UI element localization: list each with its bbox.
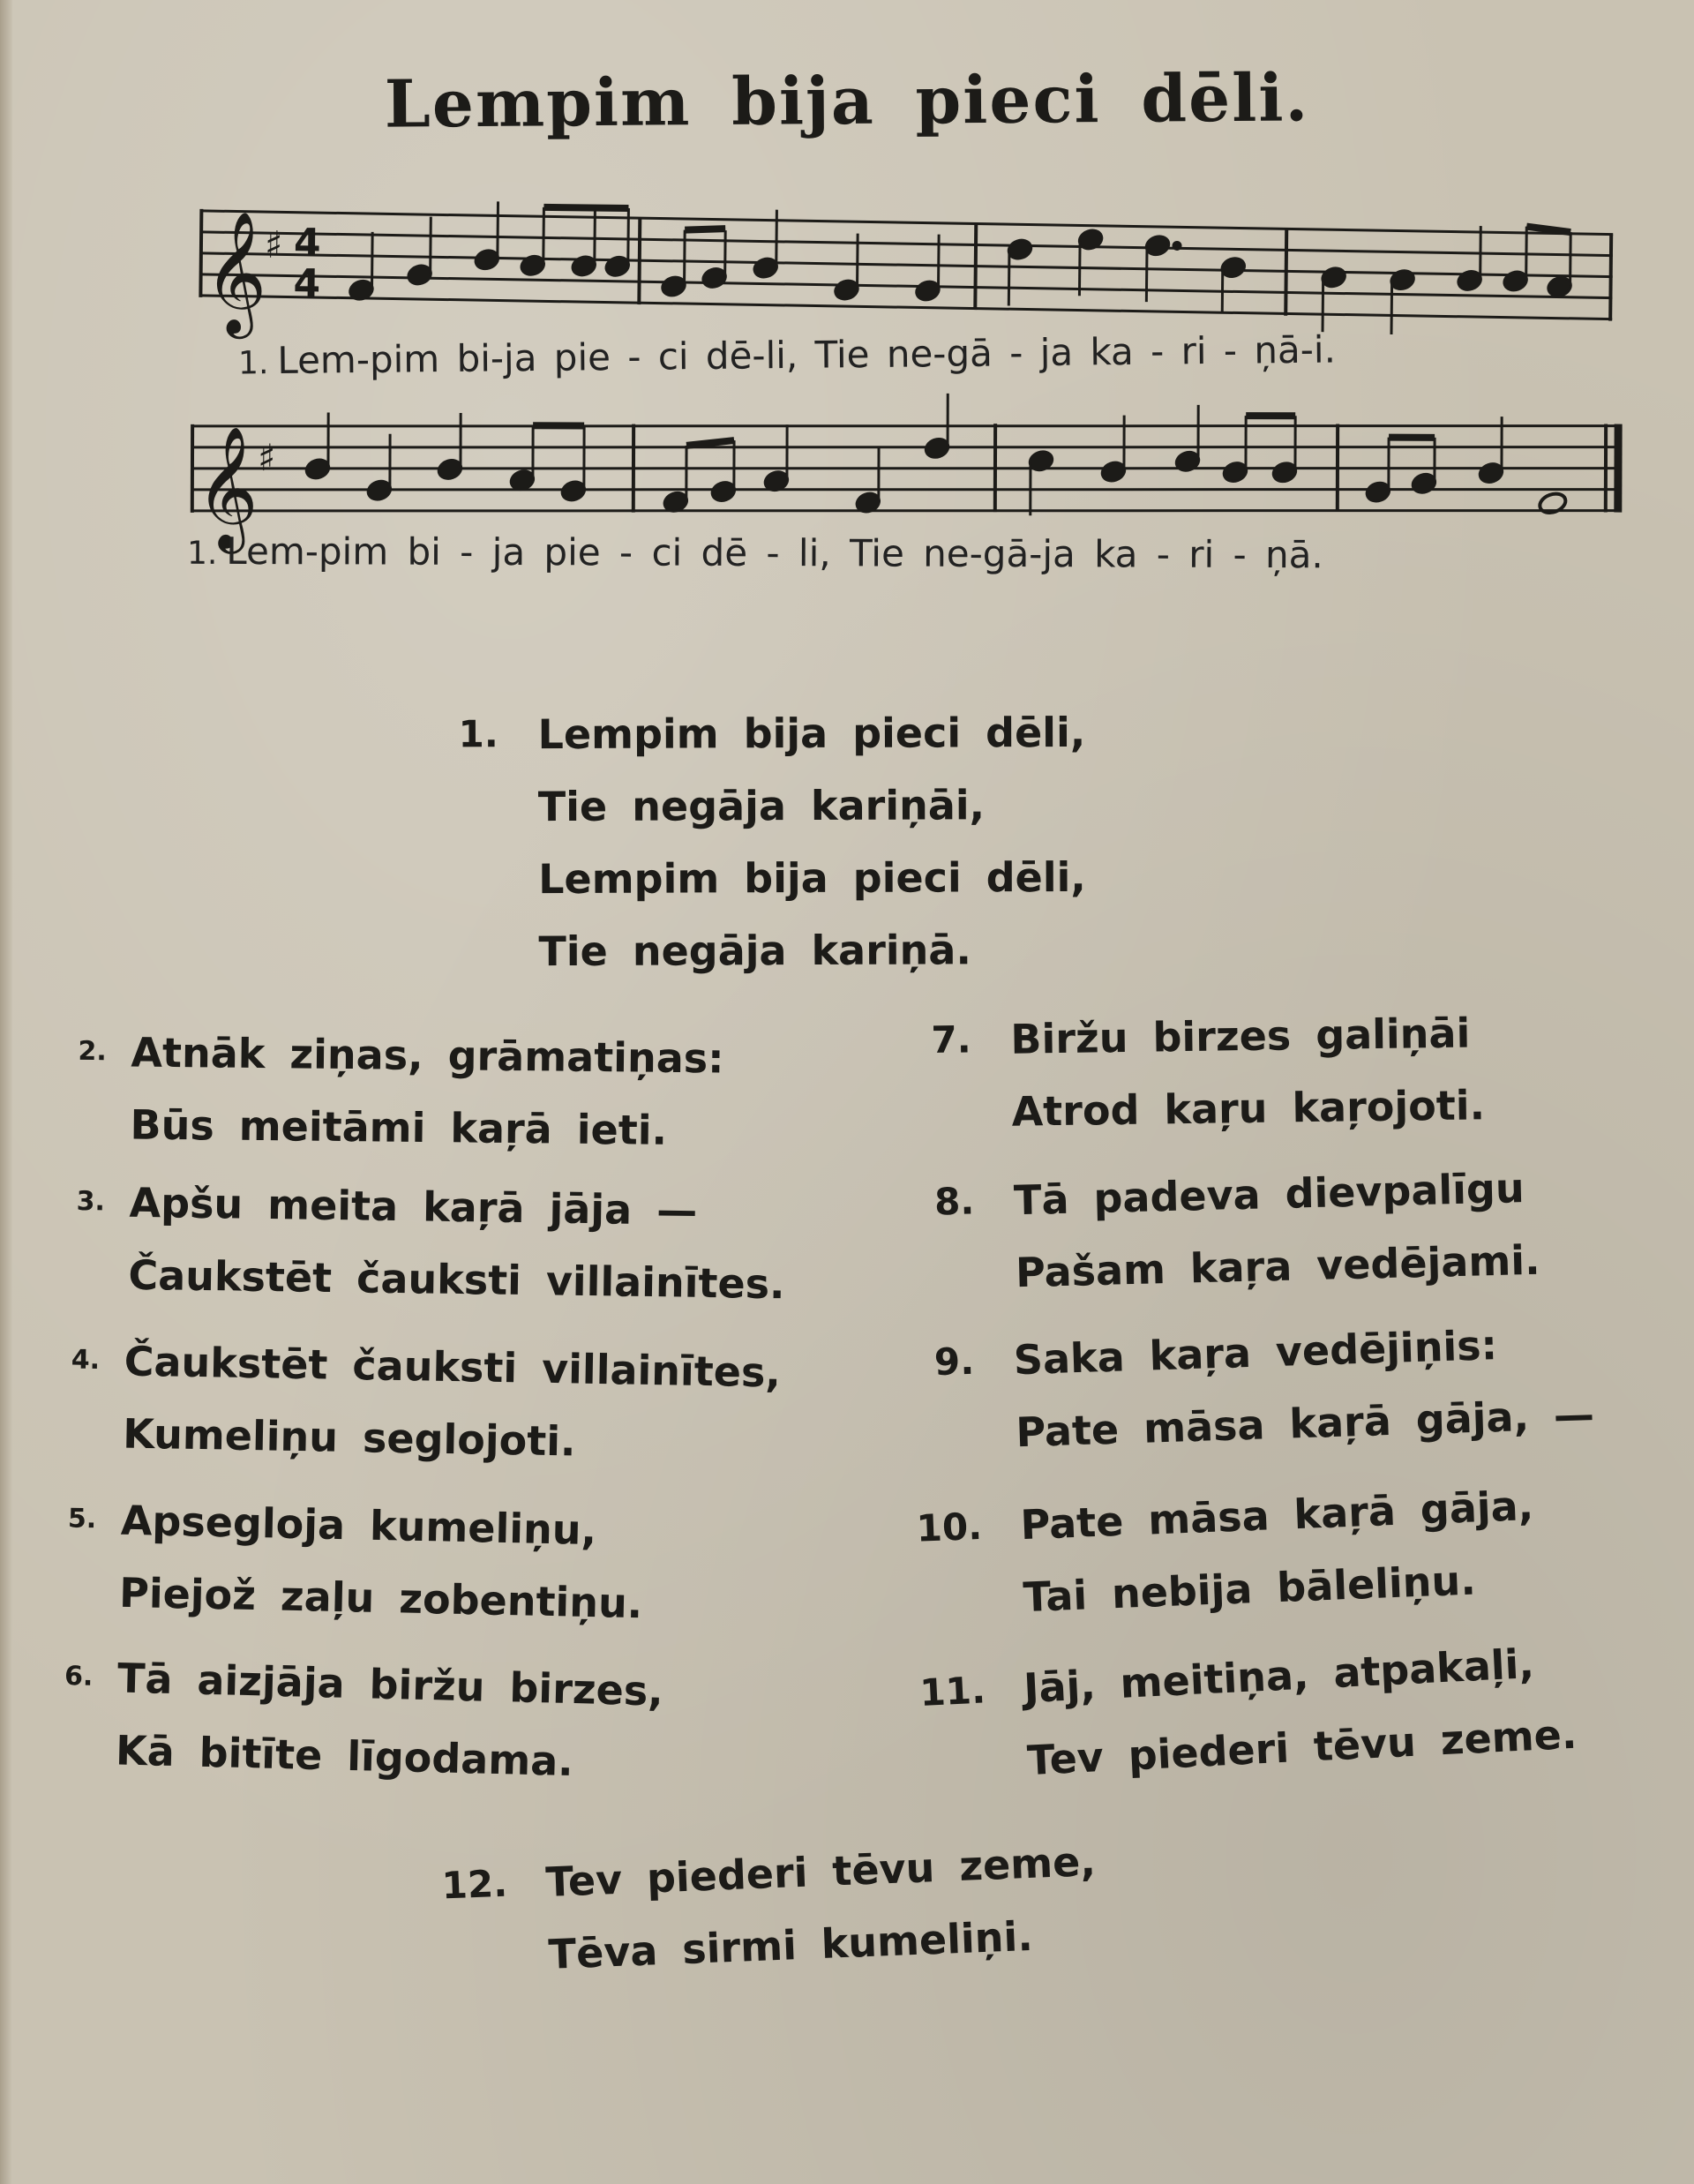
lyrics-verse-number: 1.: [237, 345, 269, 382]
stanza-line: Tā aizjāja biržu birzes,: [116, 1654, 664, 1715]
stanza-number: 5.: [67, 1503, 97, 1535]
stanza-line: Tā padeva dievpalīgu: [1013, 1164, 1525, 1225]
time-signature-bottom: 4: [293, 260, 321, 307]
stanza-9: [933, 1306, 1596, 1469]
stanza-line: Tēva sirmi kumeliņi.: [547, 1911, 1034, 1978]
lyrics-text: Lem-pim bi-ja pie - ci dē-li, Tie ne-gā - ja ka - ri - ņā-i.: [277, 327, 1337, 383]
stanza-line: Biržu birzes galiņāi: [1010, 1009, 1471, 1063]
lyrics-line-2: [187, 529, 1323, 576]
stanza-line: Saka kaŗa vedējiņis:: [1013, 1321, 1498, 1385]
sharp-icon: ♯: [264, 222, 283, 266]
stanza-8: [933, 1152, 1541, 1309]
lyrics-verse-number: 1.: [186, 535, 218, 572]
sheet-music: [0, 0, 1694, 618]
stanza-number: 7.: [931, 1017, 971, 1062]
stanza-line: Atrod kaŗu kaŗojoti.: [1011, 1081, 1486, 1136]
stanza-line: Tev piederi tēvu zeme,: [544, 1837, 1097, 1906]
notes-measure-5-8: [304, 391, 1569, 517]
lyrics-text: Lem-pim bi - ja pie - ci dē - li, Tie ne-gā-ja ka - ri - ņā.: [226, 529, 1323, 577]
stanza-6: [64, 1641, 664, 1799]
stanza-line: Tie negāja kariņāi,: [537, 781, 986, 831]
stanza-line: Čaukstēt čauksti villainītes.: [128, 1250, 785, 1309]
song-title: Lempim bija pieci dēli.: [384, 60, 1310, 143]
treble-clef-icon: 𝄞: [195, 425, 259, 550]
stanza-line: Čaukstēt čauksti villainītes,: [124, 1337, 782, 1397]
stanza-line: Pate māsa kaŗā gāja, —: [1015, 1390, 1595, 1457]
stanza-number: 11.: [918, 1668, 986, 1715]
stanza-number: 9.: [933, 1339, 975, 1385]
stanza-line: Tev piederi tēvu zeme.: [1026, 1709, 1578, 1785]
stanza-1: [458, 696, 1086, 987]
stanza-line: Lempim bija pieci dēli,: [538, 852, 1086, 904]
sharp-icon: ♯: [257, 436, 276, 480]
stanza-line: Apšu meita kaŗā jāja —: [129, 1178, 698, 1235]
stanza-line: Tie negāja kariņā.: [538, 926, 971, 976]
stanza-line: Atnāk ziņas, grāmatiņas:: [131, 1028, 724, 1083]
stanza-line: Kumeliņu seglojoti.: [122, 1409, 576, 1466]
stanza-line: Būs meitāmi kaŗā ieti.: [130, 1100, 668, 1154]
stanza-line: Lempim bija pieci dēli,: [537, 708, 1086, 759]
stanza-line: Pate māsa kaŗā gāja,: [1019, 1481, 1535, 1550]
stanza-number: 2.: [78, 1035, 107, 1068]
treble-clef-icon: 𝄞: [203, 210, 268, 334]
stanza-2: [78, 1016, 724, 1167]
stanza-line: Pašam kaŗa vedējami.: [1015, 1235, 1541, 1297]
stanza-line: Kā bitīte līgodama.: [115, 1726, 574, 1786]
stanza-4: [71, 1325, 782, 1482]
stanza-line: Piejož zaļu zobentiņu.: [118, 1568, 643, 1628]
stanza-7: [931, 996, 1486, 1147]
stanza-number: 4.: [71, 1344, 101, 1377]
stanza-3: [76, 1167, 786, 1320]
stanza-number: 12.: [440, 1861, 509, 1908]
music-notation: [0, 0, 1694, 618]
stanza-5: [67, 1484, 644, 1640]
stanza-number: 8.: [933, 1179, 975, 1224]
stanza-line: Tai nebija bāleliņu.: [1022, 1556, 1477, 1622]
stanza-11: [918, 1625, 1578, 1797]
stanza-12: [440, 1825, 1099, 1991]
stanza-10: [915, 1469, 1538, 1633]
stanza-number: 10.: [915, 1504, 984, 1550]
stanza-line: Jāj, meitiņa, atpakaļi,: [1023, 1640, 1535, 1713]
staff-system-1: [200, 199, 1614, 354]
stanza-number: 3.: [76, 1185, 106, 1218]
stanza-number: 6.: [64, 1660, 94, 1692]
stanza-number: 1.: [458, 712, 498, 756]
stanza-line: Apsegloja kumeliņu,: [120, 1496, 597, 1555]
time-signature-top: 4: [293, 220, 321, 266]
